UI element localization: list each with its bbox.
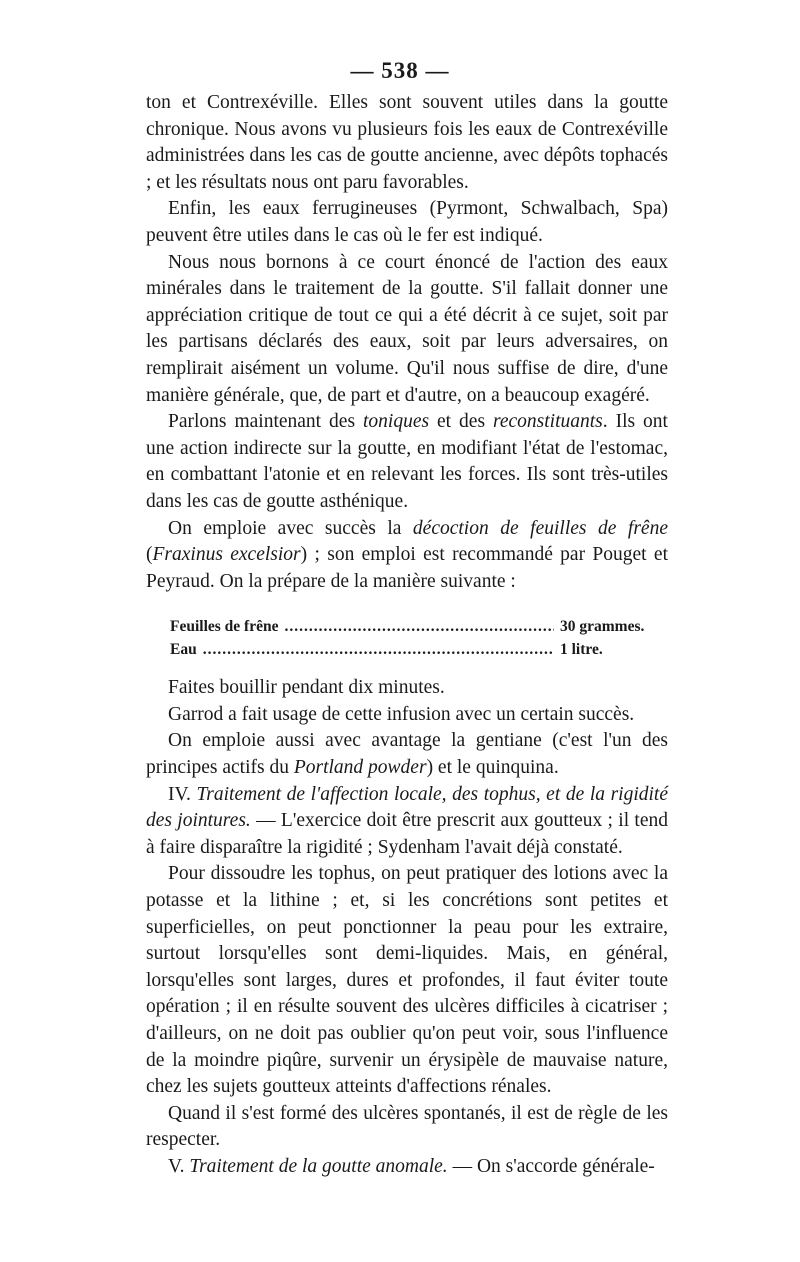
- paragraph-5: [146, 516, 668, 596]
- paragraph-3: Nous nous bornons à ce court énoncé de l'action des eaux minérales dans le traitement de la goutte. S'il fallait donner une appréciation critique de tout ce qui a été décrit à ce sujet, soit par les partisans déclarés des eaux, soit par leurs adversaires, on remplirait aisément un volume. Qu'il nous suffise de dire, d'une manière générale, que, de part et d'autre, on a beaucoup exagéré.: [146, 251, 668, 406]
- paragraph-8-italic-portland: Portland powder: [293, 757, 427, 779]
- paragraph-8: [146, 728, 668, 781]
- recipe-row: [170, 638, 648, 661]
- paragraph-7: Garrod a fait usage de cette infusion avec un certain succès.: [168, 703, 635, 725]
- paragraph-10: Pour dissoudre les tophus, on peut pratiquer des lotions avec la potasse et la lithine ; et, si les concrétions sont petites et superficielles, on peut ponctionner la peau pour les extraire, surtout lorsqu'elles sont demi-liquides. Mais, en général, lorsqu'elles sont larges, dures et profondes, il faut éviter toute opération ; il en résulte souvent des ulcères difficiles à cicatriser ; d'ailleurs, on ne doit pas oublier qu'on peut voir, sous l'influence de la moindre piqûre, survenir un érysipèle de mauvaise nature, chez les sujets goutteux atteints d'affections rénales.: [146, 863, 668, 1098]
- section-v-numeral: V.: [168, 1155, 190, 1177]
- recipe-row: [170, 615, 648, 638]
- recipe-quantity: 1 litre.: [560, 641, 603, 659]
- paragraph-6: Faites bouillir pendant dix minutes.: [168, 677, 445, 699]
- recipe-quantity: 30 grammes.: [560, 618, 645, 636]
- section-iv-text: — L'exercice doit être prescrit aux goutteux ; il tend à faire disparaître la rigidité ; Sydenham l'avait déjà constaté.: [146, 810, 668, 858]
- body-text: [146, 90, 668, 1181]
- recipe-ingredient: Eau: [170, 641, 197, 659]
- paragraph-4-italic-reconstituants: reconstituants: [493, 411, 603, 433]
- paragraph-8-text-a: On emploie aussi avec avantage la gentiane (c'est l'un des principes actifs du: [146, 730, 668, 779]
- paragraph-5-text-a: On emploie avec succès la: [168, 517, 413, 539]
- section-v-title: Traitement de la goutte anomale.: [189, 1155, 448, 1177]
- leader-dots: [203, 638, 554, 661]
- recipe-ingredient: Feuilles de frêne: [170, 618, 279, 636]
- paragraph-5-text-e: ) ; son emploi est recommandé par Pouget et Peyraud. On la prépare de la manière suivante :: [146, 544, 668, 592]
- paragraph-5-italic-decoction: décoction de feuilles de frêne: [412, 517, 668, 539]
- recipe-table: [170, 615, 648, 661]
- paragraph-1: ton et Contrexéville. Elles sont souvent utiles dans la goutte chronique. Nous avons vu plusieurs fois les eaux de Contrexéville administrées dans les cas de goutte ancienne, avec dépôts tophacés ; et les résultats nous ont paru favorables.: [146, 92, 668, 193]
- paragraph-5-italic-species: Fraxinus excelsior: [152, 544, 301, 566]
- section-iv-numeral: IV.: [168, 783, 197, 805]
- paragraph-11: Quand il s'est formé des ulcères spontanés, il est de règle de les respecter.: [146, 1102, 668, 1151]
- paragraph-4-italic-toniques: toniques: [362, 411, 430, 433]
- paragraph-4-text-a: Parlons maintenant des: [168, 411, 363, 433]
- paragraph-5-text-c: (: [146, 544, 153, 566]
- page-number: — 538 —: [350, 58, 450, 83]
- paragraph-4-text-c: et des: [429, 411, 493, 433]
- paragraph-4: [146, 409, 668, 515]
- paragraph-4-text-e: . Ils ont une action indirecte sur la goutte, en modifiant l'état de l'estomac, en combattant l'atonie et en relevant les forces. Ils sont très-utiles dans les cas de goutte asthénique.: [146, 411, 668, 512]
- section-iv-title: Traitement de l'affection locale, des tophus, et de la rigidité des jointures.: [146, 783, 669, 832]
- paragraph-2: Enfin, les eaux ferrugineuses (Pyrmont, Schwalbach, Spa) peuvent être utiles dans le cas où le fer est indiqué.: [146, 198, 668, 246]
- paragraph-8-text-c: ) et le quinquina.: [426, 757, 559, 779]
- section-v-text: — On s'accorde générale-: [447, 1155, 655, 1177]
- section-iv-heading: [146, 782, 668, 862]
- leader-dots: [284, 615, 554, 638]
- section-v-heading: [146, 1154, 668, 1181]
